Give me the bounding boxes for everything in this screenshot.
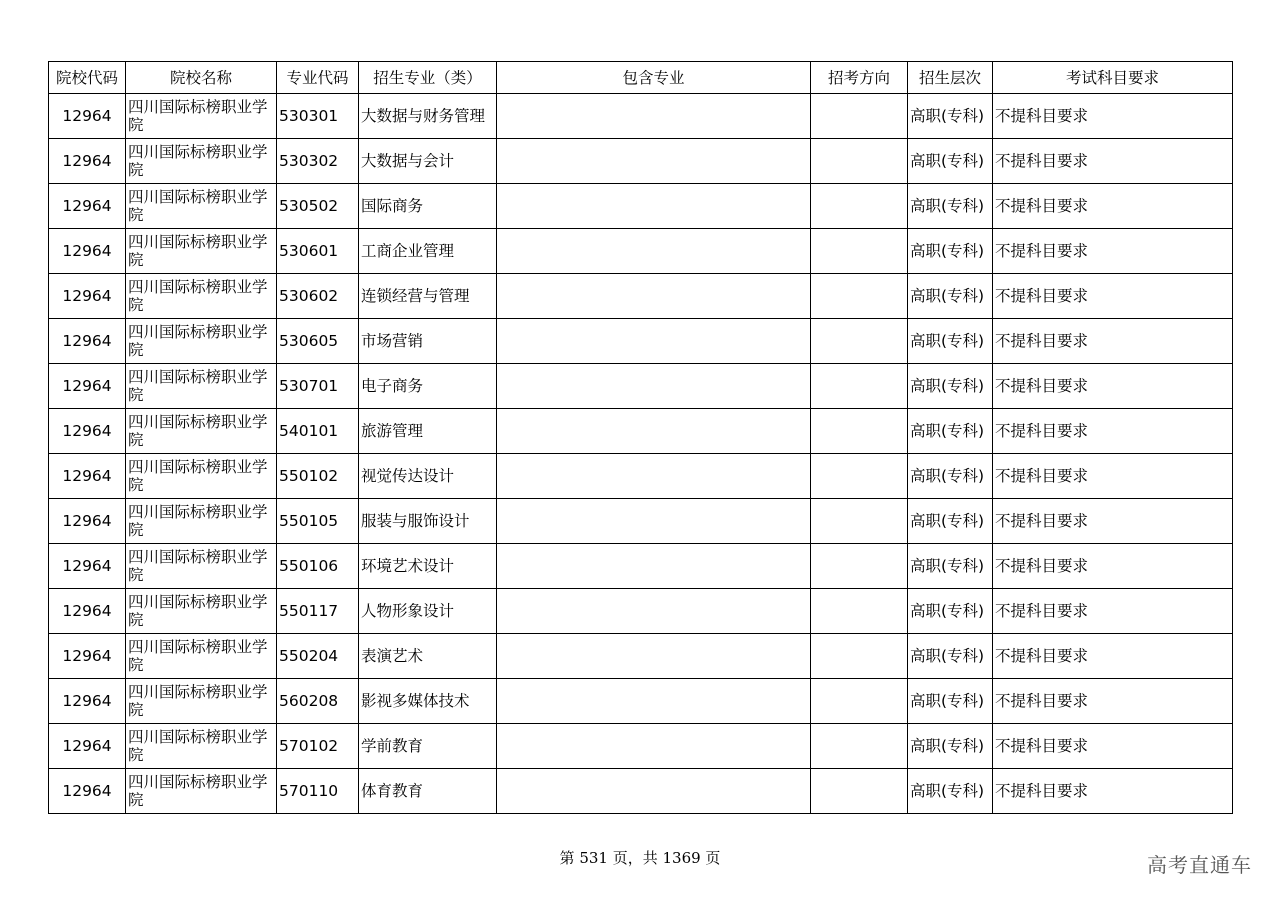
cell-school-name: 四川国际标榜职业学院 [126, 319, 277, 364]
cell-school-code: 12964 [49, 274, 126, 319]
table-row [49, 589, 1233, 634]
cell-school-name: 四川国际标榜职业学院 [126, 229, 277, 274]
cell-included-majors [497, 634, 811, 679]
cell-major: 工商企业管理 [359, 229, 497, 274]
cell-school-name: 四川国际标榜职业学院 [126, 274, 277, 319]
cell-major-code: 550117 [277, 589, 359, 634]
cell-major-code: 530605 [277, 319, 359, 364]
cell-major: 国际商务 [359, 184, 497, 229]
cell-level: 高职(专科) [908, 319, 993, 364]
cell-school-code: 12964 [49, 769, 126, 814]
header-requirement: 考试科目要求 [993, 62, 1233, 94]
cell-included-majors [497, 679, 811, 724]
cell-level: 高职(专科) [908, 724, 993, 769]
cell-included-majors [497, 319, 811, 364]
header-direction: 招考方向 [811, 62, 908, 94]
cell-included-majors [497, 544, 811, 589]
cell-level: 高职(专科) [908, 274, 993, 319]
cell-school-name: 四川国际标榜职业学院 [126, 589, 277, 634]
cell-included-majors [497, 769, 811, 814]
cell-level: 高职(专科) [908, 139, 993, 184]
cell-included-majors [497, 229, 811, 274]
cell-school-name: 四川国际标榜职业学院 [126, 184, 277, 229]
cell-requirement: 不提科目要求 [993, 454, 1233, 499]
cell-school-code: 12964 [49, 589, 126, 634]
cell-level: 高职(专科) [908, 769, 993, 814]
cell-included-majors [497, 454, 811, 499]
cell-major-code: 530701 [277, 364, 359, 409]
cell-included-majors [497, 139, 811, 184]
cell-major: 环境艺术设计 [359, 544, 497, 589]
cell-school-name: 四川国际标榜职业学院 [126, 724, 277, 769]
cell-school-code: 12964 [49, 679, 126, 724]
cell-included-majors [497, 364, 811, 409]
cell-direction [811, 769, 908, 814]
cell-included-majors [497, 184, 811, 229]
table-row [49, 319, 1233, 364]
cell-direction [811, 544, 908, 589]
cell-level: 高职(专科) [908, 589, 993, 634]
cell-direction [811, 724, 908, 769]
cell-included-majors [497, 724, 811, 769]
cell-requirement: 不提科目要求 [993, 184, 1233, 229]
header-major: 招生专业（类） [359, 62, 497, 94]
cell-requirement: 不提科目要求 [993, 139, 1233, 184]
cell-requirement: 不提科目要求 [993, 589, 1233, 634]
cell-major-code: 550102 [277, 454, 359, 499]
cell-requirement: 不提科目要求 [993, 409, 1233, 454]
page-number: 第 531 页，共 1369 页 [559, 849, 721, 867]
cell-level: 高职(专科) [908, 634, 993, 679]
table-row [49, 544, 1233, 589]
cell-requirement: 不提科目要求 [993, 634, 1233, 679]
table-row [49, 454, 1233, 499]
cell-school-name: 四川国际标榜职业学院 [126, 499, 277, 544]
cell-school-code: 12964 [49, 724, 126, 769]
cell-major: 大数据与财务管理 [359, 94, 497, 139]
cell-requirement: 不提科目要求 [993, 724, 1233, 769]
cell-level: 高职(专科) [908, 679, 993, 724]
table-row [49, 409, 1233, 454]
cell-direction [811, 184, 908, 229]
cell-major-code: 550105 [277, 499, 359, 544]
cell-major-code: 530502 [277, 184, 359, 229]
table-row [49, 229, 1233, 274]
cell-school-name: 四川国际标榜职业学院 [126, 409, 277, 454]
cell-major-code: 550106 [277, 544, 359, 589]
cell-level: 高职(专科) [908, 409, 993, 454]
cell-school-name: 四川国际标榜职业学院 [126, 634, 277, 679]
cell-included-majors [497, 589, 811, 634]
header-school-name: 院校名称 [126, 62, 277, 94]
cell-school-code: 12964 [49, 184, 126, 229]
cell-level: 高职(专科) [908, 544, 993, 589]
cell-major: 大数据与会计 [359, 139, 497, 184]
cell-direction [811, 229, 908, 274]
cell-school-code: 12964 [49, 229, 126, 274]
table-body [49, 94, 1233, 814]
cell-direction [811, 274, 908, 319]
cell-included-majors [497, 409, 811, 454]
table-header [49, 62, 1233, 94]
cell-major-code: 570102 [277, 724, 359, 769]
table-row [49, 274, 1233, 319]
cell-major-code: 530602 [277, 274, 359, 319]
cell-school-name: 四川国际标榜职业学院 [126, 139, 277, 184]
cell-major-code: 570110 [277, 769, 359, 814]
header-major-code: 专业代码 [277, 62, 359, 94]
cell-major: 体育教育 [359, 769, 497, 814]
table-row [49, 679, 1233, 724]
cell-school-name: 四川国际标榜职业学院 [126, 679, 277, 724]
cell-major: 视觉传达设计 [359, 454, 497, 499]
cell-requirement: 不提科目要求 [993, 499, 1233, 544]
cell-major: 学前教育 [359, 724, 497, 769]
cell-direction [811, 364, 908, 409]
cell-level: 高职(专科) [908, 94, 993, 139]
cell-level: 高职(专科) [908, 184, 993, 229]
cell-direction [811, 454, 908, 499]
table-row [49, 184, 1233, 229]
header-level: 招生层次 [908, 62, 993, 94]
cell-level: 高职(专科) [908, 229, 993, 274]
cell-requirement: 不提科目要求 [993, 319, 1233, 364]
cell-requirement: 不提科目要求 [993, 94, 1233, 139]
cell-direction [811, 319, 908, 364]
cell-direction [811, 589, 908, 634]
cell-major: 影视多媒体技术 [359, 679, 497, 724]
cell-major: 电子商务 [359, 364, 497, 409]
table-row [49, 724, 1233, 769]
cell-major-code: 540101 [277, 409, 359, 454]
cell-school-code: 12964 [49, 634, 126, 679]
cell-major: 市场营销 [359, 319, 497, 364]
cell-requirement: 不提科目要求 [993, 274, 1233, 319]
header-row [49, 62, 1233, 94]
table-row [49, 139, 1233, 184]
cell-major-code: 530302 [277, 139, 359, 184]
cell-school-code: 12964 [49, 409, 126, 454]
cell-major: 人物形象设计 [359, 589, 497, 634]
cell-direction [811, 634, 908, 679]
cell-school-code: 12964 [49, 499, 126, 544]
cell-level: 高职(专科) [908, 454, 993, 499]
cell-school-code: 12964 [49, 454, 126, 499]
cell-direction [811, 679, 908, 724]
cell-direction [811, 499, 908, 544]
cell-school-name: 四川国际标榜职业学院 [126, 94, 277, 139]
cell-school-code: 12964 [49, 319, 126, 364]
cell-requirement: 不提科目要求 [993, 364, 1233, 409]
cell-school-name: 四川国际标榜职业学院 [126, 364, 277, 409]
cell-direction [811, 139, 908, 184]
cell-direction [811, 409, 908, 454]
cell-major-code: 530301 [277, 94, 359, 139]
table-row [49, 499, 1233, 544]
cell-major: 旅游管理 [359, 409, 497, 454]
cell-school-code: 12964 [49, 544, 126, 589]
cell-major: 表演艺术 [359, 634, 497, 679]
cell-major-code: 560208 [277, 679, 359, 724]
cell-major: 连锁经营与管理 [359, 274, 497, 319]
cell-requirement: 不提科目要求 [993, 229, 1233, 274]
cell-direction [811, 94, 908, 139]
cell-requirement: 不提科目要求 [993, 769, 1233, 814]
cell-requirement: 不提科目要求 [993, 544, 1233, 589]
enrollment-table [48, 61, 1233, 814]
cell-school-name: 四川国际标榜职业学院 [126, 769, 277, 814]
table-row [49, 94, 1233, 139]
table-row [49, 769, 1233, 814]
cell-major-code: 550204 [277, 634, 359, 679]
cell-school-name: 四川国际标榜职业学院 [126, 454, 277, 499]
table-row [49, 364, 1233, 409]
cell-included-majors [497, 274, 811, 319]
cell-major: 服装与服饰设计 [359, 499, 497, 544]
cell-major-code: 530601 [277, 229, 359, 274]
watermark-logo-text: 高考直通车 [1147, 853, 1252, 877]
cell-included-majors [497, 499, 811, 544]
cell-school-code: 12964 [49, 139, 126, 184]
header-included-majors: 包含专业 [497, 62, 811, 94]
header-school-code: 院校代码 [49, 62, 126, 94]
cell-included-majors [497, 94, 811, 139]
table-row [49, 634, 1233, 679]
cell-school-code: 12964 [49, 364, 126, 409]
cell-school-code: 12964 [49, 94, 126, 139]
cell-requirement: 不提科目要求 [993, 679, 1233, 724]
cell-school-name: 四川国际标榜职业学院 [126, 544, 277, 589]
cell-level: 高职(专科) [908, 364, 993, 409]
cell-level: 高职(专科) [908, 499, 993, 544]
